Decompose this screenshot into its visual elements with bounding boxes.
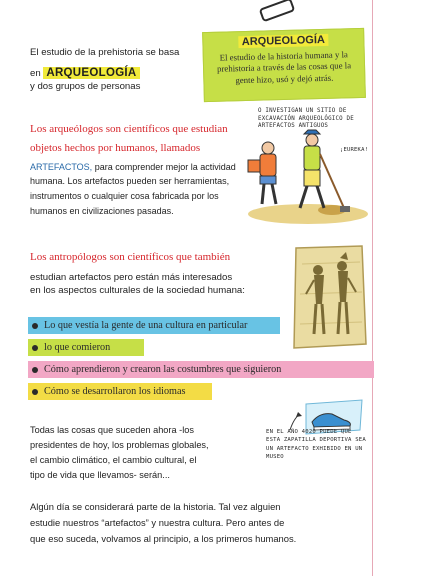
archaeologists-heading-1: Los arqueólogos son científicos que estudian (30, 123, 228, 135)
closing-line-3: que eso suceda, volvamos al principio, a los primeros humanos. (30, 533, 297, 544)
list-item: Cómo aprendieron y crearon las costumbres que siguieron (28, 361, 374, 378)
eureka-speech: ¡EUREKA! (340, 147, 369, 153)
present-line-4: tipo de vida que llevamos- serán... (30, 470, 170, 480)
clip-icon (259, 0, 296, 22)
anthropologists-line-2: en los aspectos culturales de la sociedad humana: (30, 285, 245, 296)
bullet-icon (32, 389, 38, 395)
intro-keyword: ARQUEOLOGÍA (43, 67, 139, 79)
dig-caption: O INVESTIGAN UN SITIO DE EXCAVACIÓN ARQUEOLÓGICO DE ARTEFACTOS ANTIGUOS (258, 108, 354, 129)
papyrus-illustration (290, 244, 368, 350)
intro-en: en (30, 68, 41, 79)
archaeologists-line-2: humana. Los artefactos pueden ser herramientas, (30, 176, 230, 186)
definition-card (202, 28, 366, 102)
bullet-icon (32, 323, 38, 329)
bullet-icon (32, 345, 38, 351)
present-line-3: el cambio climático, el cambio cultural, el (30, 455, 197, 465)
present-line-2: presidentes de hoy, los problemas globales, (30, 440, 209, 450)
page-margin-line (372, 0, 373, 576)
list-item: lo que comieron (28, 339, 144, 356)
artefactos-term: ARTEFACTOS, (30, 162, 93, 172)
definition-title: ARQUEOLOGÍA (203, 33, 363, 49)
definition-text: El estudio de la historia humana y la prehistoria a través de las cosas que la gente hizo, usó y dejó atrás. (216, 49, 352, 86)
closing-line-2: estudie nuestros “artefactos” y nuestra cultura. Pero antes de (30, 517, 285, 528)
shoe-note: EN EL AÑO 4020 PUEDE QUE ESTA ZAPATILLA DEPORTIVA SEA UN ARTEFACTO EXHIBIDO EN UN MUSEO (266, 429, 366, 461)
closing-line-1: Algún día se considerará parte de la historia. Tal vez alguien (30, 501, 281, 512)
archaeologists-heading-2: objetos hechos por humanos, llamados (30, 142, 201, 154)
archaeologists-line-4: humanos en civilizaciones pasadas. (30, 206, 174, 216)
bullet-icon (32, 367, 38, 373)
intro-line-3: y dos grupos de personas (30, 81, 141, 92)
intro-line-1: El estudio de la prehistoria se basa (30, 47, 180, 58)
anthropologists-line-1: estudian artefactos pero están más interesados (30, 272, 233, 283)
archaeologists-line-3: instrumentos o cualquier cosa fabricada por los (30, 191, 219, 201)
excavation-illustration (240, 126, 370, 226)
present-line-1: Todas las cosas que suceden ahora -los (30, 425, 194, 435)
list-item: Cómo se desarrollaron los idiomas (28, 383, 212, 400)
anthropologists-heading: Los antropólogos son científicos que también (30, 251, 231, 263)
list-item: Lo que vestía la gente de una cultura en particular (28, 317, 280, 334)
archaeologists-line-1: ARTEFACTOS, para comprender mejor la actividad (30, 162, 236, 172)
